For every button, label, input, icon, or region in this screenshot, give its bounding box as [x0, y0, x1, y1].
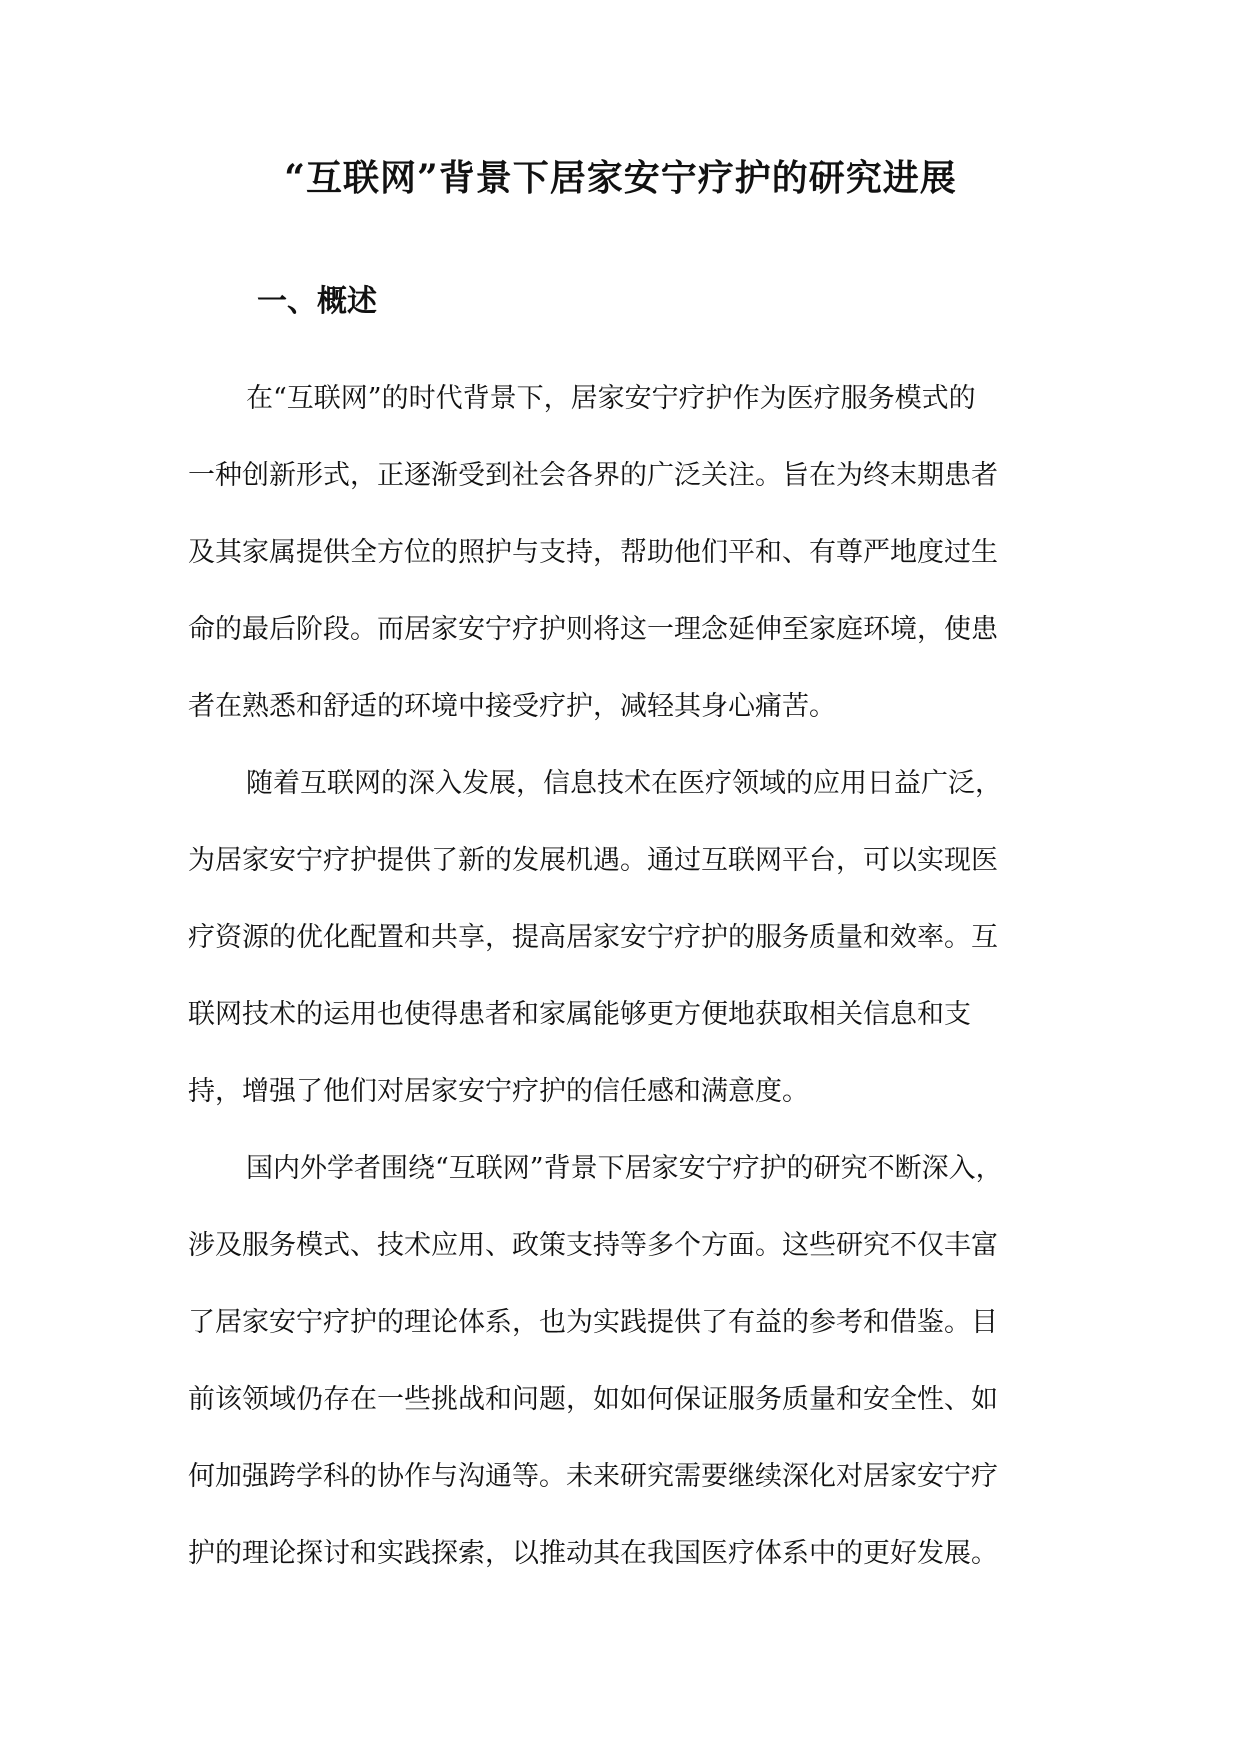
paragraph-line: 前该领域仍存在一些挑战和问题，如如何保证服务质量和安全性、如 [188, 1384, 998, 1415]
section-heading: 一、概述 [257, 284, 377, 319]
paragraph-line: 命的最后阶段。而居家安宁疗护则将这一理念延伸至家庭环境，使患 [188, 614, 998, 645]
paragraph-line: 为居家安宁疗护提供了新的发展机遇。通过互联网平台，可以实现医 [188, 845, 998, 876]
paragraph-line: 者在熟悉和舒适的环境中接受疗护，减轻其身心痛苦。 [188, 691, 836, 722]
paragraph-line: 在“互联网”的时代背景下，居家安宁疗护作为医疗服务模式的 [246, 383, 976, 414]
section-body [188, 360, 1058, 1592]
paragraph-line: 护的理论探讨和实践探索，以推动其在我国医疗体系中的更好发展。 [188, 1538, 998, 1569]
paragraph-line: 涉及服务模式、技术应用、政策支持等多个方面。这些研究不仅丰富 [188, 1230, 998, 1261]
paragraph-line: 联网技术的运用也使得患者和家属能够更方便地获取相关信息和支 [188, 999, 971, 1030]
document-title: “互联网”背景下居家安宁疗护的研究进展 [284, 157, 957, 199]
paragraph-line: 随着互联网的深入发展，信息技术在医疗领域的应用日益广泛， [246, 768, 1002, 799]
paragraph-1 [188, 360, 1058, 745]
paragraph-line: 疗资源的优化配置和共享，提高居家安宁疗护的服务质量和效率。互 [188, 922, 998, 953]
paragraph-2 [188, 745, 1058, 1130]
paragraph-line: 持，增强了他们对居家安宁疗护的信任感和满意度。 [188, 1076, 809, 1107]
paragraph-line: 一种创新形式，正逐渐受到社会各界的广泛关注。旨在为终末期患者 [188, 460, 998, 491]
paragraph-line: 了居家安宁疗护的理论体系，也为实践提供了有益的参考和借鉴。目 [188, 1307, 998, 1338]
paragraph-3 [188, 1130, 1058, 1592]
paragraph-line: 何加强跨学科的协作与沟通等。未来研究需要继续深化对居家安宁疗 [188, 1461, 998, 1492]
paragraph-line: 国内外学者围绕“互联网”背景下居家安宁疗护的研究不断深入， [246, 1153, 1003, 1184]
paragraph-line: 及其家属提供全方位的照护与支持，帮助他们平和、有尊严地度过生 [188, 537, 998, 568]
